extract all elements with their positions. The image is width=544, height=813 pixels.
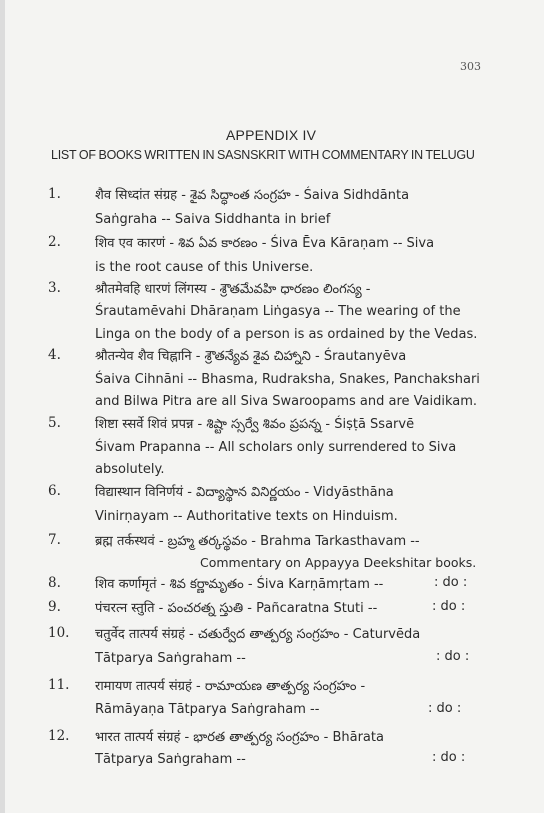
entry-line: पंचरत्न स्तुति - పంచరత్న స్తుతి - Pañcaratna Stuti -- xyxy=(95,601,378,616)
page-number: 303 xyxy=(460,60,481,73)
entry-line: श्रौतन्येव शैव चिह्नानि - శ్రౌతన్యేవ శైవ చిహ్నాని - Śrautanyēva xyxy=(95,349,407,364)
entry-line: and Bilwa Pitra are all Siva Swaroopams and are Vaidikam. xyxy=(95,394,478,409)
entry-line: Śrautamēvahi Dhāraṇam Liṅgasya -- The wearing of the xyxy=(95,304,461,319)
entry-line: ब्रह्म तर्कस्थवं - బ్రహ్మ తర్కస్థవం - Brahma Tarkasthavam -- xyxy=(95,534,420,549)
entry-line: Śaiva Cihnāni -- Bhasma, Rudraksha, Snakes, Panchakshari xyxy=(95,372,480,387)
entry-number: 3. xyxy=(48,280,61,296)
entry-line: शिष्टा स्सर्वे शिवं प्रपन्न - శిష్టా స్సర్వే శివం ప్రపన్న - Śiṣṭā Ssarvē xyxy=(95,417,415,432)
ditto-mark: : do : xyxy=(436,649,470,664)
entry-line: श्रौतमेवहि धारणं लिंगस्य - శ్రౌతమేవహి ధారణం లింగస్య - xyxy=(95,282,371,297)
ditto-mark: : do : xyxy=(434,575,468,590)
entry-number: 10. xyxy=(48,625,70,641)
entry-number: 5. xyxy=(48,415,61,431)
entry-number: 9. xyxy=(48,599,61,615)
entry-number: 2. xyxy=(48,234,61,250)
entry-number: 7. xyxy=(48,532,61,548)
entry-line: is the root cause of this Universe. xyxy=(95,260,314,275)
entry-number: 11. xyxy=(48,677,70,693)
ditto-mark: : do : xyxy=(432,599,466,614)
entry-line: Commentary on Appayya Deekshitar books. xyxy=(200,555,477,570)
entry-number: 8. xyxy=(48,575,61,591)
entry-line: शिव एव कारणं - శివ ఏవ కారణం - Śiva Ēva Kāraṇam -- Siva xyxy=(95,236,435,251)
entry-line: चतुर्वेद तात्पर्य संग्रहं - చతుర్వేద తాత్పర్య సంగ్రహం - Caturvēda xyxy=(95,627,421,642)
entry-line: Śivam Prapanna -- All scholars only surrendered to Siva xyxy=(95,440,457,455)
page-edge xyxy=(0,0,5,813)
entry-line: absolutely. xyxy=(95,462,165,477)
entry-line: शैव सिध्दांत संग्रह - శైవ సిద్ధాంత సంగ్రహ - Śaiva Sidhdānta xyxy=(95,188,410,203)
entry-line: शिव कर्णामृतं - శివ కర్ణామృతం - Śiva Karṇāmṛtam -- xyxy=(95,577,384,592)
entry-line: विद्यास्थान विनिर्णयं - విద్యాస్థాన వినిర్ణయం - Vidyāsthāna xyxy=(95,485,394,500)
appendix-title: APPENDIX IV xyxy=(226,127,317,143)
entry-line: Rāmāyaṇa Tātparya Saṅgraham -- xyxy=(95,702,320,717)
entry-line: रामायण तात्पर्य संग्रहं - రామాయణ తాత్పర్య సంగ్రహం - xyxy=(95,679,366,694)
entry-line: Vinirṇayam -- Authoritative texts on Hinduism. xyxy=(95,509,398,524)
ditto-mark: : do : xyxy=(432,750,466,765)
entry-line: Tātparya Saṅgraham -- xyxy=(95,651,246,666)
entry-line: Saṅgraha -- Saiva Siddhanta in brief xyxy=(95,212,331,227)
ditto-mark: : do : xyxy=(428,701,462,716)
entry-line: Linga on the body of a person is as ordained by the Vedas. xyxy=(95,327,478,342)
entry-number: 12. xyxy=(48,728,70,744)
entry-line: भारत तात्पर्य संग्रहं - భారత తాత్పర్య సంగ్రహం - Bhārata xyxy=(95,730,384,745)
appendix-subtitle: LIST OF BOOKS WRITTEN IN SASNSKRIT WITH COMMENTARY IN TELUGU xyxy=(51,148,475,162)
entry-number: 4. xyxy=(48,347,61,363)
entry-number: 1. xyxy=(48,186,61,202)
entry-line: Tātparya Saṅgraham -- xyxy=(95,752,246,767)
entry-number: 6. xyxy=(48,483,61,499)
